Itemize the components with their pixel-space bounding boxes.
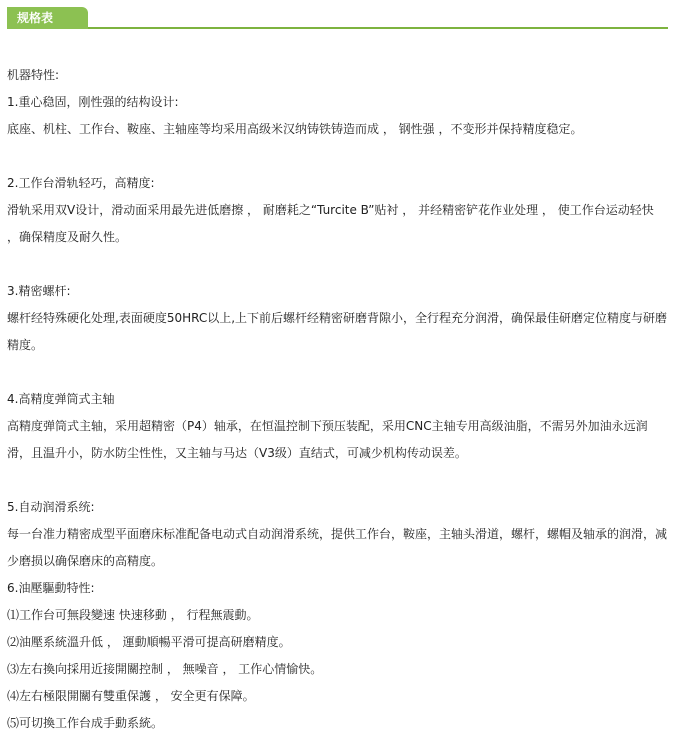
section-6-item: ⑵油壓系統溫升低 ， 運動順暢平滑可提高研磨精度。 bbox=[7, 635, 291, 649]
section-6-item: ⑶左右換向採用近接開關控制 ， 無噪音 ， 工作心情愉快。 bbox=[7, 662, 323, 676]
section-6-title: 6.油壓驅動特性: bbox=[7, 581, 95, 595]
section-4-title: 4.高精度弹筒式主轴 bbox=[7, 392, 115, 406]
spacer bbox=[7, 359, 669, 386]
section-5-text: 每一台准力精密成型平面磨床标准配备电动式自动润滑系统，提供工作台，鞍座，主轴头滑道，螺杆，螺帽及轴承的润滑，减少磨损以确保磨床的高精度。 bbox=[7, 527, 668, 568]
section-3-title: 3.精密螺杆: bbox=[7, 284, 71, 298]
section-4-text: 高精度弹筒式主轴，采用超精密（P4）轴承，在恒温控制下预压装配，采用CNC主轴专用高级油脂，不需另外加油永远润滑，且温升小，防水防尘性性，又主轴与马达（V3级）直结式，可减少机构传动误差。 bbox=[7, 419, 648, 460]
section-2-text: 滑轨采用双V设计，滑动面采用最先进低磨擦 ， 耐磨耗之“Turcite B”贴衬 ， 并经精密铲花作业处理 ， 使工作台运动轻快 ，确保精度及耐久性。 bbox=[7, 203, 654, 244]
section-6-item: ⑷左右極限開關有雙重保護 ， 安全更有保障。 bbox=[7, 689, 255, 703]
section-1-title: 1.重心稳固，刚性强的结构设计: bbox=[7, 95, 179, 109]
spec-table-tab: 规格表 bbox=[7, 7, 88, 29]
section-5-title: 5.自动润滑系统: bbox=[7, 500, 95, 514]
section-1-text: 底座、机柱、工作台、鞍座、主轴座等均采用高级米汉纳铸铁铸造而成 ， 钢性强 ，不变形并保持精度稳定。 bbox=[7, 122, 583, 136]
section-6-item: ⑴工作台可無段變速 快速移動 ， 行程無震動。 bbox=[7, 608, 259, 622]
spacer bbox=[7, 251, 669, 278]
spacer bbox=[7, 467, 669, 494]
spec-header bbox=[7, 7, 668, 29]
section-6-item: ⑸可切換工作台成手動系統。 bbox=[7, 716, 164, 730]
section-3-text: 螺杆经特殊硬化处理,表面硬度50HRC以上,上下前后螺杆经精密研磨背隙小，全行程充分润滑，确保最佳研磨定位精度与研磨精度。 bbox=[7, 311, 668, 352]
section-2-title: 2.工作台滑轨轻巧，高精度: bbox=[7, 176, 155, 190]
intro-heading: 机器特性: bbox=[7, 68, 60, 82]
spacer bbox=[7, 143, 669, 170]
spec-content bbox=[7, 62, 669, 737]
